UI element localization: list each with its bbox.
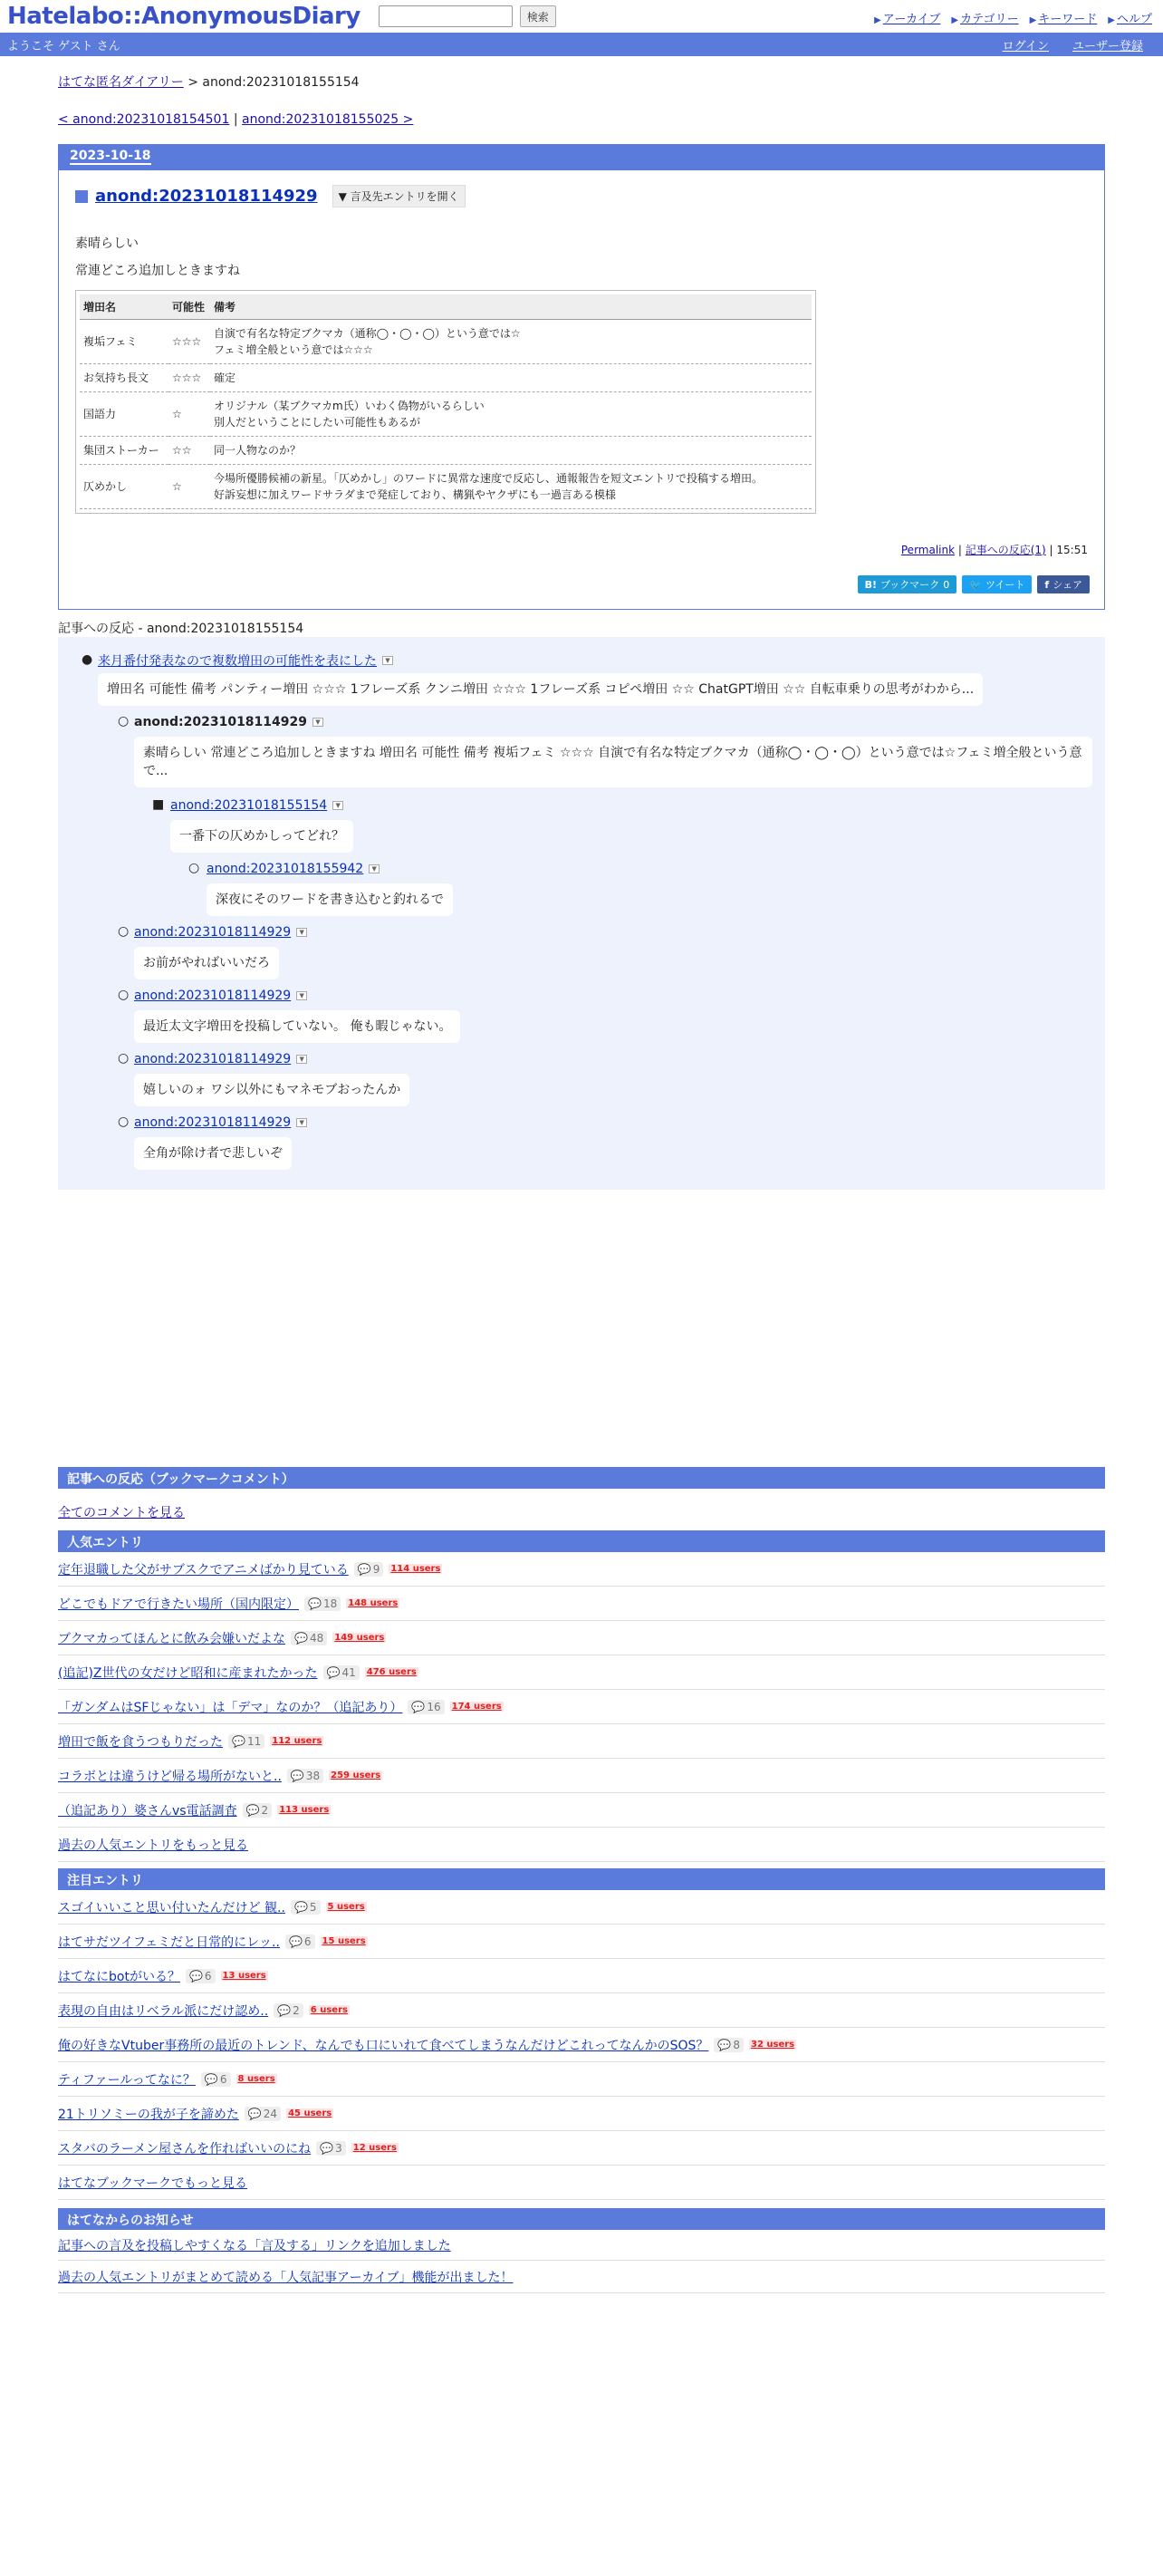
popular-section bbox=[58, 1530, 1105, 1862]
table-cell: 複垢フェミ bbox=[80, 320, 168, 364]
all-comments-link[interactable]: 全てのコメントを見る bbox=[58, 1506, 185, 1520]
comment-bubble-icon: 💬 bbox=[288, 1934, 303, 1948]
facebook-share-button[interactable] bbox=[1037, 575, 1090, 593]
reaction-bubble: 素晴らしい 常連どころ追加しときますね 増田名 可能性 備考 複垢フェミ ☆☆☆ 自演で有名な特定ブクマカ（通称◯・◯・◯）という意では☆フェミ増全般という意で... bbox=[134, 737, 1092, 787]
comment-count-value: 6 bbox=[219, 2072, 227, 2086]
users-badge[interactable]: 5 users bbox=[327, 1902, 365, 1912]
comment-count[interactable] bbox=[245, 2107, 281, 2121]
comment-count[interactable] bbox=[287, 1769, 323, 1783]
arrow-icon: ▶ bbox=[1029, 15, 1037, 25]
table-cell: ☆☆ bbox=[168, 437, 210, 465]
entry-row bbox=[58, 1793, 1105, 1828]
entry-date: 2023-10-18 bbox=[70, 149, 151, 163]
reaction-current: anond:20231018114929 bbox=[134, 715, 307, 729]
reaction-link[interactable]: anond:20231018114929 bbox=[134, 925, 292, 940]
bullet-circle: ○ bbox=[118, 988, 130, 1002]
table-cell: 国語力 bbox=[80, 392, 168, 437]
comment-bubble-icon: 💬 bbox=[320, 2141, 334, 2155]
table-header: 備考 bbox=[210, 294, 812, 320]
comment-count[interactable] bbox=[291, 1900, 321, 1915]
comment-bubble-icon: 💬 bbox=[232, 1734, 245, 1748]
search-button[interactable]: 検索 bbox=[520, 5, 556, 27]
entry-link[interactable]: 増田で飯を食うつもりだった bbox=[58, 1734, 223, 1750]
table-cell bbox=[210, 465, 812, 509]
comment-count[interactable] bbox=[285, 1934, 315, 1949]
entry-link[interactable]: (追記)Z世代の女だけど昭和に産まれたかった bbox=[58, 1665, 318, 1681]
entry-line: 素晴らしい bbox=[75, 236, 139, 251]
arrow-icon: ▶ bbox=[874, 15, 881, 25]
comment-bubble-icon: 💬 bbox=[245, 1803, 260, 1817]
entry-link[interactable]: 俺の好きなVtuber事務所の最近のトレンド、なんでも口にいれて食べてしまうなんだけどこれってなんかのSOS？ bbox=[58, 2038, 709, 2053]
users-badge[interactable]: 32 users bbox=[750, 2040, 795, 2050]
reaction-bubble: 全角が除け者で悲しいぞ bbox=[134, 1137, 292, 1170]
comment-bubble-icon: 💬 bbox=[204, 2072, 218, 2086]
all-comments-row bbox=[58, 1503, 1105, 1521]
reaction-bubble: 一番下の仄めかしってどれ？ bbox=[170, 820, 353, 853]
table-note: 自演で有名な特定ブクマカ（通称◯・◯・◯）という意では☆ bbox=[214, 327, 521, 340]
comment-count-value: 18 bbox=[322, 1597, 338, 1610]
users-badge[interactable]: 174 users bbox=[451, 1702, 502, 1712]
entry-link[interactable]: （追記あり）婆さんvs電話調査 bbox=[58, 1803, 237, 1819]
facebook-f-icon: f bbox=[1044, 578, 1050, 591]
entry-time: | 15:51 bbox=[1045, 544, 1088, 556]
site-logo[interactable]: Hatelabo::AnonymousDiary bbox=[7, 3, 360, 30]
tweet-button[interactable] bbox=[962, 575, 1032, 593]
users-badge[interactable]: 12 users bbox=[352, 2143, 397, 2153]
reaction-bubble: 深夜にそのワードを書き込むと釣れるで bbox=[207, 883, 453, 916]
reaction-item bbox=[134, 925, 307, 940]
bullet-square: ■ bbox=[152, 797, 165, 812]
comment-bubble-icon: 💬 bbox=[277, 2003, 292, 2017]
comment-count-value: 2 bbox=[293, 2003, 300, 2017]
comment-count[interactable] bbox=[274, 2003, 303, 2018]
section-header: はてなからのお知らせ bbox=[58, 2208, 1105, 2230]
table-note: フェミ増全般という意では☆☆☆ bbox=[214, 343, 373, 356]
bullet-circle: ○ bbox=[118, 1051, 130, 1066]
entry-link[interactable]: 「ガンダムはSFじゃない」は「デマ」なのか？（追記あり） bbox=[58, 1700, 403, 1715]
entry-row bbox=[58, 1959, 1105, 1993]
comment-count[interactable] bbox=[243, 1803, 273, 1818]
entry-link[interactable]: スタバのラーメン屋さんを作ればいいのにね bbox=[58, 2141, 312, 2156]
comment-count[interactable] bbox=[228, 1734, 264, 1749]
comment-bubble-icon: 💬 bbox=[290, 1769, 304, 1782]
section-header: 記事への反応（ブックマークコメント） bbox=[58, 1467, 1105, 1489]
reaction-item bbox=[134, 715, 323, 729]
bookmark-count: 0 bbox=[943, 578, 950, 591]
users-badge[interactable]: 112 users bbox=[272, 1736, 322, 1746]
reaction-bubble: 増田名 可能性 備考 パンティー増田 ☆☆☆ 1フレーズ系 クンニ増田 ☆☆☆ 1フレーズ系 コピペ増田 ☆☆ ChatGPT増田 ☆☆ 自転車乗りの思考がわから... bbox=[98, 673, 983, 706]
table-header: 増田名 bbox=[80, 294, 168, 320]
table-cell: ☆☆☆ bbox=[168, 364, 210, 392]
arrow-icon: ▶ bbox=[1108, 15, 1115, 25]
bookmark-comments-section bbox=[58, 1467, 1105, 1521]
entry-link[interactable]: ブクマカってほんとに飲み会嫌いだよな bbox=[58, 1631, 286, 1646]
entry-row bbox=[58, 1621, 1105, 1655]
table-row bbox=[80, 392, 812, 437]
bullet-circle: ○ bbox=[118, 1114, 130, 1129]
table-row bbox=[80, 465, 812, 509]
comment-count-value: 5 bbox=[309, 1900, 317, 1914]
breadcrumb bbox=[58, 72, 1105, 91]
entry-row bbox=[58, 2028, 1105, 2062]
users-badge[interactable]: 13 users bbox=[222, 1971, 266, 1981]
nav-keyword[interactable]: キーワード bbox=[1038, 13, 1098, 26]
dropdown-icon[interactable]: ▼ bbox=[332, 801, 343, 810]
news-link[interactable]: 過去の人気エントリがまとめて読める「人気記事アーカイブ」機能が出ました！ bbox=[58, 2270, 514, 2285]
comment-count[interactable] bbox=[316, 2141, 346, 2156]
comment-bubble-icon: 💬 bbox=[293, 1900, 308, 1914]
dropdown-icon[interactable]: ▼ bbox=[296, 928, 307, 937]
breadcrumb-home[interactable]: はてな匿名ダイアリー bbox=[58, 75, 184, 90]
more-featured-row bbox=[58, 2166, 1105, 2200]
breadcrumb-sep: > bbox=[183, 75, 203, 90]
more-popular-row bbox=[58, 1828, 1105, 1862]
comment-count-value: 24 bbox=[263, 2107, 278, 2120]
table-row bbox=[80, 364, 812, 392]
entry-link[interactable]: 21トリソミーの我が子を諦めた bbox=[58, 2107, 239, 2122]
entry-row bbox=[58, 1993, 1105, 2028]
entry-row bbox=[58, 1724, 1105, 1759]
users-badge[interactable]: 114 users bbox=[390, 1564, 441, 1574]
reaction-bubble: お前がやればいいだろ bbox=[134, 947, 279, 979]
prev-next-nav bbox=[58, 112, 1105, 127]
prevnext-sep: | bbox=[229, 112, 243, 127]
login-link[interactable]: ログイン bbox=[1002, 39, 1049, 53]
table-note: 別人だということにしたい可能性もあるが bbox=[214, 416, 421, 429]
entry-body bbox=[75, 230, 240, 285]
hatena-b-icon: B! bbox=[864, 578, 878, 591]
reaction-link[interactable]: anond:20231018155942 bbox=[207, 862, 364, 876]
tweet-label: ツイート bbox=[985, 579, 1025, 591]
entry-row bbox=[58, 1690, 1105, 1724]
comment-count-value: 2 bbox=[261, 1803, 269, 1817]
table-cell: お気持ち長文 bbox=[80, 364, 168, 392]
table-cell: ☆ bbox=[168, 392, 210, 437]
comment-count[interactable] bbox=[323, 1665, 360, 1680]
users-badge[interactable]: 113 users bbox=[279, 1805, 330, 1815]
reactions-title: 記事への反応 - anond:20231018155154 bbox=[58, 619, 1105, 639]
comment-bubble-icon: 💬 bbox=[717, 2038, 732, 2051]
comment-count[interactable] bbox=[201, 2072, 231, 2087]
reaction-item bbox=[207, 862, 380, 876]
comment-bubble-icon: 💬 bbox=[326, 1665, 341, 1679]
reaction-item bbox=[134, 989, 307, 1003]
news-row bbox=[58, 2261, 1105, 2293]
entry-line: 常連どころ追加しときますね bbox=[75, 264, 240, 278]
reaction-item bbox=[170, 798, 343, 813]
comment-count-value: 6 bbox=[303, 1934, 312, 1948]
featured-section bbox=[58, 1868, 1105, 2200]
comment-count[interactable] bbox=[291, 1631, 327, 1645]
news-section bbox=[58, 2208, 1105, 2293]
entry-link[interactable]: 表現の自由はリベラル派にだけ認め.. bbox=[58, 2003, 269, 2019]
comment-count[interactable] bbox=[354, 1562, 384, 1577]
entry-table bbox=[75, 290, 816, 514]
prev-entry-link[interactable]: < anond:20231018154501 bbox=[58, 112, 230, 127]
reaction-item bbox=[98, 651, 393, 670]
dropdown-icon[interactable]: ▼ bbox=[382, 656, 393, 665]
comment-count-value: 11 bbox=[246, 1734, 262, 1748]
reaction-link[interactable]: anond:20231018114929 bbox=[134, 1115, 292, 1130]
comment-bubble-icon: 💬 bbox=[308, 1597, 322, 1610]
entry-row bbox=[58, 1655, 1105, 1690]
table-cell bbox=[210, 364, 812, 392]
news-row bbox=[58, 2230, 1105, 2261]
table-cell bbox=[210, 437, 812, 465]
section-header: 注目エントリ bbox=[58, 1868, 1105, 1890]
table-cell: 仄めかし bbox=[80, 465, 168, 509]
dropdown-icon[interactable]: ▼ bbox=[296, 1118, 307, 1127]
popular-list bbox=[58, 1552, 1105, 1828]
reactions-tree bbox=[58, 637, 1105, 1190]
users-badge[interactable]: 148 users bbox=[348, 1598, 399, 1608]
comment-count[interactable] bbox=[714, 2038, 744, 2052]
share-label: シェア bbox=[1052, 579, 1082, 591]
comment-bubble-icon: 💬 bbox=[247, 2107, 262, 2120]
share-buttons bbox=[858, 575, 1090, 593]
entry-link[interactable]: どこでもドアで行きたい場所（国内限定） bbox=[58, 1597, 299, 1612]
top-nav bbox=[874, 9, 1152, 26]
table-cell: ☆☆☆ bbox=[168, 320, 210, 364]
entry-row bbox=[58, 2131, 1105, 2166]
users-badge[interactable]: 476 users bbox=[366, 1667, 417, 1677]
register-link[interactable]: ユーザー登録 bbox=[1072, 39, 1143, 53]
table-cell bbox=[210, 320, 812, 364]
comment-count-value: 8 bbox=[733, 2038, 740, 2051]
comment-count[interactable] bbox=[186, 1969, 216, 1983]
comment-bubble-icon: 💬 bbox=[411, 1700, 426, 1713]
bullet-circle: ○ bbox=[118, 924, 130, 939]
nav-category[interactable]: カテゴリー bbox=[960, 13, 1019, 26]
entry-row bbox=[58, 1925, 1105, 1959]
users-badge[interactable]: 15 users bbox=[322, 1936, 366, 1946]
reaction-link[interactable]: anond:20231018155154 bbox=[170, 798, 328, 813]
entry-link[interactable]: スゴイいいこと思い付いたんだけど 観.. bbox=[58, 1900, 285, 1915]
reaction-item bbox=[134, 1052, 307, 1066]
users-badge[interactable]: 149 users bbox=[334, 1633, 385, 1643]
dropdown-icon[interactable]: ▼ bbox=[296, 991, 307, 1000]
table-header: 可能性 bbox=[168, 294, 210, 320]
table-note: 好訴妄想に加えワードサラダまで発症しており、構猟やヤクザにも一過言ある模様 bbox=[214, 488, 616, 501]
table-note: 確定 bbox=[214, 371, 236, 384]
reaction-item bbox=[134, 1115, 307, 1130]
dropdown-icon[interactable]: ▼ bbox=[296, 1055, 307, 1064]
entry-row bbox=[58, 1759, 1105, 1793]
reaction-bubble: 嬉しいのォ ワシ以外にもマネモブおったんか bbox=[134, 1074, 409, 1106]
table-cell: 集団ストーカー bbox=[80, 437, 168, 465]
user-bar bbox=[0, 33, 1163, 56]
comment-bubble-icon: 💬 bbox=[294, 1631, 308, 1645]
dropdown-icon[interactable]: ▼ bbox=[312, 718, 323, 727]
next-entry-link[interactable]: anond:20231018155025 > bbox=[242, 112, 414, 127]
entry-title-row bbox=[75, 185, 466, 207]
permalink-link[interactable]: Permalink bbox=[900, 544, 956, 556]
table-note: 今場所優勝候補の新星。「仄めかし」のワードに異常な速度で反応し、通報報告を短文エントリで投稿する増田。 bbox=[214, 472, 764, 485]
entry-row bbox=[58, 1552, 1105, 1587]
featured-list bbox=[58, 1890, 1105, 2166]
entry-box bbox=[58, 144, 1105, 610]
comment-count[interactable] bbox=[408, 1700, 444, 1714]
reactions-link[interactable]: 記事への反応(1) bbox=[965, 544, 1046, 556]
entry-row bbox=[58, 2097, 1105, 2131]
entry-footer: Permalink | 記事への反応(1) | 15:51 bbox=[900, 544, 1088, 556]
comment-count-value: 9 bbox=[372, 1562, 380, 1576]
bullet-circle: ○ bbox=[118, 714, 130, 728]
entry-date-bar bbox=[59, 145, 1104, 170]
arrow-icon: ▶ bbox=[951, 15, 959, 25]
bookmark-label: ブックマーク bbox=[880, 579, 940, 591]
news-link[interactable]: 記事への言及を投稿しやすくなる「言及する」リンクを追加しました bbox=[58, 2238, 451, 2253]
reaction-link[interactable]: anond:20231018114929 bbox=[134, 1052, 292, 1066]
entry-link[interactable]: はてサだツイフェミだと日常的にレッ.. bbox=[58, 1934, 280, 1950]
comment-count-value: 3 bbox=[335, 2141, 342, 2155]
comment-count-value: 38 bbox=[305, 1769, 321, 1782]
entry-row bbox=[58, 1890, 1105, 1925]
comment-count-value: 16 bbox=[427, 1700, 441, 1713]
table-row bbox=[80, 320, 812, 364]
users-badge[interactable]: 259 users bbox=[331, 1770, 381, 1780]
more-featured-link[interactable]: はてなブックマークでもっと見る bbox=[58, 2176, 248, 2191]
reaction-link[interactable]: 来月番付発表なので複数増田の可能性を表にした bbox=[98, 654, 377, 669]
entry-row bbox=[58, 1587, 1105, 1621]
entry-link[interactable]: 定年退職した父がサブスクでアニメばかり見ている bbox=[58, 1562, 349, 1577]
table-row bbox=[80, 437, 812, 465]
table-note: 同一人物なのか？ bbox=[214, 444, 302, 457]
table-cell bbox=[210, 392, 812, 437]
users-badge[interactable]: 45 users bbox=[288, 2108, 332, 2118]
entry-title-link[interactable]: anond:20231018114929 bbox=[95, 187, 318, 206]
reaction-bubble: 最近太文字増田を投稿していない。 俺も暇じゃない。 bbox=[134, 1010, 460, 1043]
comment-bubble-icon: 💬 bbox=[188, 1969, 203, 1983]
hatena-bookmark-button[interactable] bbox=[858, 575, 957, 593]
comment-bubble-icon: 💬 bbox=[357, 1562, 371, 1576]
section-header: 人気エントリ bbox=[58, 1530, 1105, 1552]
more-popular-link[interactable]: 過去の人気エントリをもっと見る bbox=[58, 1838, 248, 1853]
open-reference-button[interactable]: ▼ 言及先エントリを開く bbox=[332, 185, 466, 207]
search-input[interactable] bbox=[379, 5, 513, 27]
top-header bbox=[0, 0, 1163, 33]
entry-link[interactable]: はてなにbotがいる？ bbox=[58, 1969, 180, 1984]
users-badge[interactable]: 6 users bbox=[310, 2005, 348, 2015]
entry-link[interactable]: ティファールってなに？ bbox=[58, 2072, 196, 2088]
entry-link[interactable]: コラボとは違うけど帰る場所がないと.. bbox=[58, 1769, 282, 1784]
nav-archive[interactable]: アーカイブ bbox=[882, 13, 941, 26]
bullet-circle: ○ bbox=[188, 861, 200, 875]
users-badge[interactable]: 8 users bbox=[237, 2074, 275, 2084]
square-icon bbox=[75, 190, 88, 203]
welcome-text: ようこそ ゲスト さん bbox=[7, 39, 120, 53]
bullet-dot: ● bbox=[82, 652, 93, 667]
dropdown-icon[interactable]: ▼ bbox=[369, 864, 380, 873]
twitter-bird-icon: 🐦 bbox=[969, 578, 982, 591]
reaction-link[interactable]: anond:20231018114929 bbox=[134, 989, 292, 1003]
breadcrumb-current: anond:20231018155154 bbox=[202, 75, 360, 90]
nav-help[interactable]: ヘルプ bbox=[1116, 13, 1152, 26]
comment-count-value: 6 bbox=[204, 1969, 212, 1983]
table-note: オリジナル（某ブクマカm氏）いわく偽物がいるらしい bbox=[214, 400, 485, 412]
entry-row bbox=[58, 2062, 1105, 2097]
comment-count[interactable] bbox=[304, 1597, 341, 1611]
comment-count-value: 41 bbox=[341, 1665, 356, 1679]
comment-count-value: 48 bbox=[309, 1631, 324, 1645]
table-cell: ☆ bbox=[168, 465, 210, 509]
